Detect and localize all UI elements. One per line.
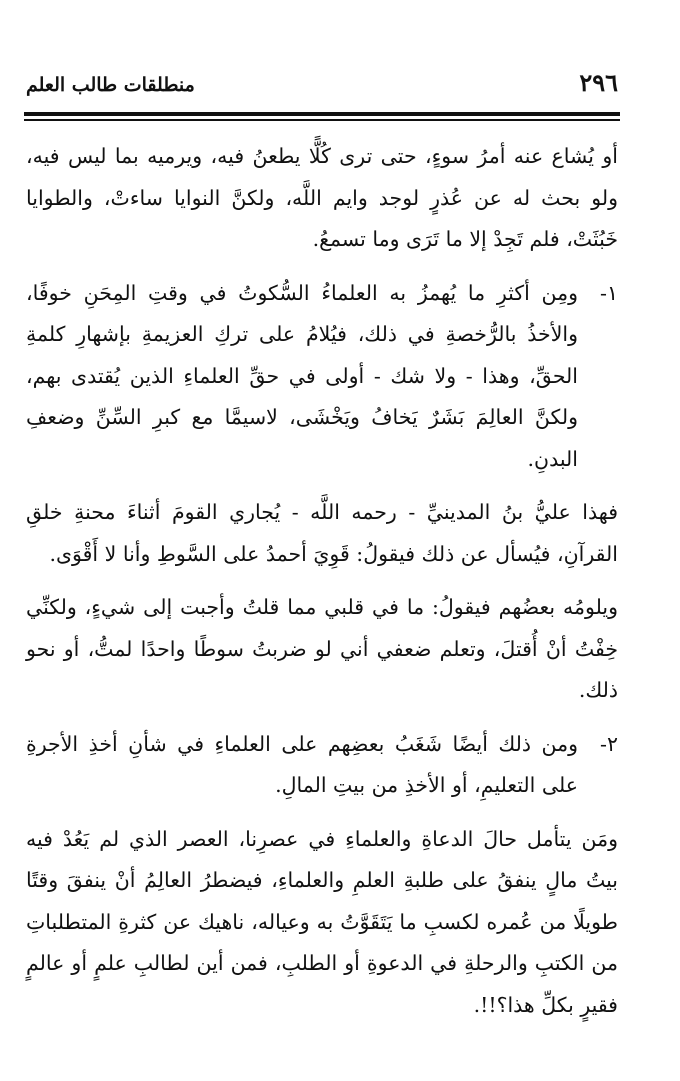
item-text-2: ومن ذلك أيضًا شَغَبُ بعضِهم على العلماءِ في شأنِ أخذِ الأجرةِ على التعليمِ، أو الأخذِ من بيتِ المالِ.: [26, 731, 578, 797]
header-rule-thin: [24, 119, 620, 121]
paragraph-2: فهذا عليُّ بنُ المدينيِّ - رحمه اللَّه - يُجاري القومَ أثناءَ محنةِ خلقِ القرآنِ، فيُسأل عن ذلك فيقولُ: قَوِيَ أحمدُ على السَّوطِ وأنا لا أَقْوَى.: [26, 500, 618, 566]
running-title: منطلقات طالب العلم: [26, 74, 195, 96]
header-rule-thick: [24, 112, 620, 116]
numbered-item-1: [26, 273, 618, 481]
page-body: [26, 136, 618, 1038]
item-text-1: ومِن أكثرِ ما يُهمزُ به العلماءُ السُّكوتُ في وقتِ المِحَنِ خوفًا، والأخذُ بالرُّخصةِ في ذلك، فيُلامُ على تركِ العزيمةِ بإشهارِ كلمةِ الحقِّ، وهذا - ولا شك - أولى في حقِّ العلماءِ الذين يُقتدى بهم، ولكنَّ العالِمَ بَشَرٌ يَخافُ ويَخْشَى، لاسيمَّا مع كبرِ السِّنِّ وضعفِ البدنِ.: [26, 280, 578, 471]
item-number-2: ٢-: [600, 731, 618, 756]
paragraph-3: ويلومُه بعضُهم فيقولُ: ما في قلبي مما قلتُ وأجبت إلى شيءٍ، ولكنِّي خِفْتُ أنْ أُقتلَ، وتعلم ضعفي أني لو ضربتُ سوطًا واحدًا لمتُّ، أو نحو ذلك.: [26, 595, 618, 702]
page-number: ٢٩٦: [579, 68, 618, 97]
paragraph-4: ومَن يتأمل حالَ الدعاةِ والعلماءِ في عصرِنا، العصر الذي لم يَعُدْ فيه بيتُ مالٍ ينفقُ على طلبةِ العلمِ والعلماءِ، فيضطرُ العالِمُ أنْ ينفقَ وقتًا طويلًا من عُمره لكسبِ ما يَتَقَوَّتُ به وعياله، ناهيك عن كثرةِ المتطلباتِ من الكتبِ والرحلةِ في الدعوةِ أو الطلبِ، فمن أين لطالبِ علمٍ أو عالمٍ فقيرٍ بكلِّ هذا؟!!.: [26, 826, 618, 1017]
page-header: [26, 68, 618, 102]
numbered-item-2: [26, 724, 618, 807]
paragraph-1: أو يُشاع عنه أمرُ سوءٍ، حتى ترى كُلًّا يطعنُ فيه، ويرميه بما ليس فيه، ولو بحث له عن عُذرٍ لوجد وايم اللَّه، ولكنَّ النوايا ساءتْ، والطوايا خَبُثَتْ، فلم تَجِدْ إلا ما تَرَى وما تسمعُ.: [26, 144, 618, 251]
item-number-1: ١-: [600, 280, 618, 305]
